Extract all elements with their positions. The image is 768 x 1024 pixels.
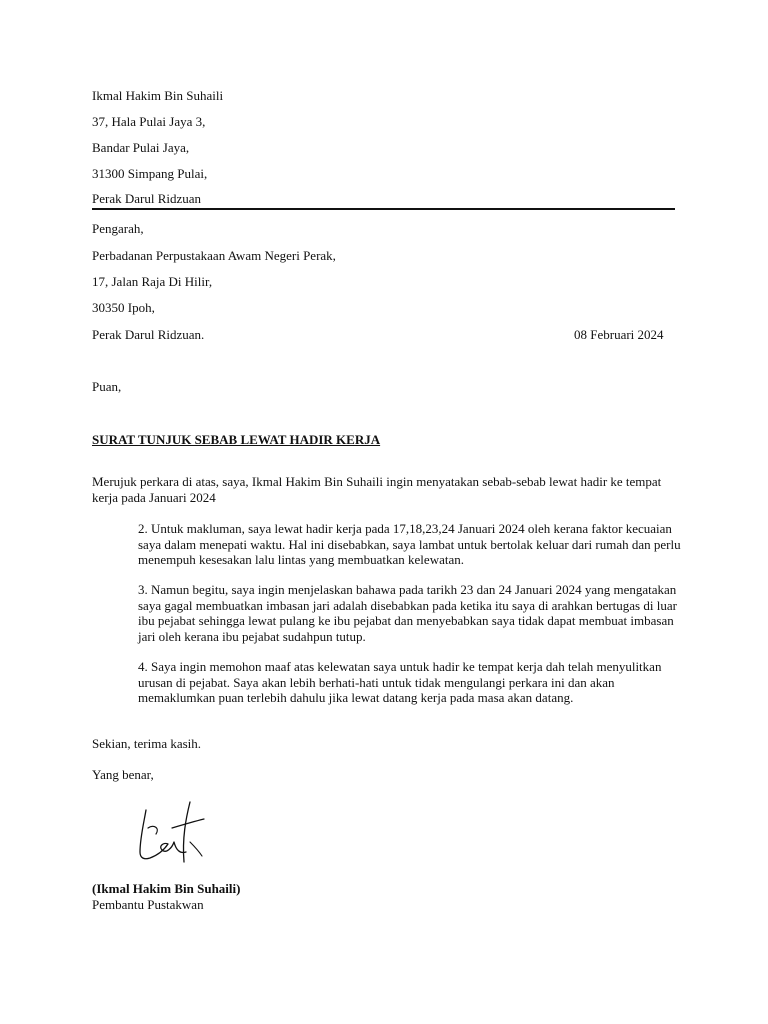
salutation: Puan, [92,379,122,394]
intro-paragraph: Merujuk perkara di atas, saya, Ikmal Hakim Bin Suhaili ingin menyatakan sebab-sebab lewat hadir ke tempat kerja pada Januari 2024 [92,474,662,505]
letter-date: 08 Februari 2024 [574,327,664,342]
sender-address-line: 37, Hala Pulai Jaya 3, [92,114,206,129]
signatory-name: (Ikmal Hakim Bin Suhaili) [92,881,241,896]
letter-subject: SURAT TUNJUK SEBAB LEWAT HADIR KERJA [92,432,381,447]
sender-address-line: Perak Darul Ridzuan [92,191,202,206]
recipient-address-line: Perak Darul Ridzuan. [92,327,205,342]
valediction: Yang benar, [92,767,154,782]
body-paragraph-3: 3. Namun begitu, saya ingin menjelaskan bahawa pada tarikh 23 dan 24 Januari 2024 yang mengatakan saya gagal membuatkan imbasan jari adalah disebabkan pada ketika itu saya di arahkan bertugas di luar ibu pejabat sehingga lewat pulang ke ibu pejabat dan menyebabkan saya tidak dapat membuat imbasan jari oleh kerana ibu pejabat sudahpun tutup. [138,582,677,644]
body-paragraph-4: 4. Saya ingin memohon maaf atas kelewatan saya untuk hadir ke tempat kerja dah telah menyulitkan urusan di pejabat. Saya akan lebih berhati-hati untuk tidak mengulangi perkara ini dan akan memaklumkan puan terlebih dahulu jika lewat datang kerja pada masa akan datang. [138,659,662,705]
body-paragraph-2: 2. Untuk makluman, saya lewat hadir kerja pada 17,18,23,24 Januari 2024 oleh kerana faktor kecuaian saya dalam menepati waktu. Hal ini disebabkan, saya lambat untuk bertolak keluar dari rumah dan perlu menempuh kesesakan lalu lintas yang membuatkan kelewatan. [138,521,681,567]
handwritten-signature [128,798,208,868]
recipient-title: Pengarah, [92,221,144,236]
recipient-address-line: 17, Jalan Raja Di Hilir, [92,274,213,289]
sender-address-line: 31300 Simpang Pulai, [92,166,208,181]
signatory-position: Pembantu Pustakwan [92,897,204,912]
sender-address-line: Bandar Pulai Jaya, [92,140,190,155]
closing-line: Sekian, terima kasih. [92,736,202,751]
header-divider [92,208,675,210]
recipient-org: Perbadanan Perpustakaan Awam Negeri Perak, [92,248,336,263]
recipient-address-line: 30350 Ipoh, [92,300,155,315]
sender-name: Ikmal Hakim Bin Suhaili [92,88,224,103]
